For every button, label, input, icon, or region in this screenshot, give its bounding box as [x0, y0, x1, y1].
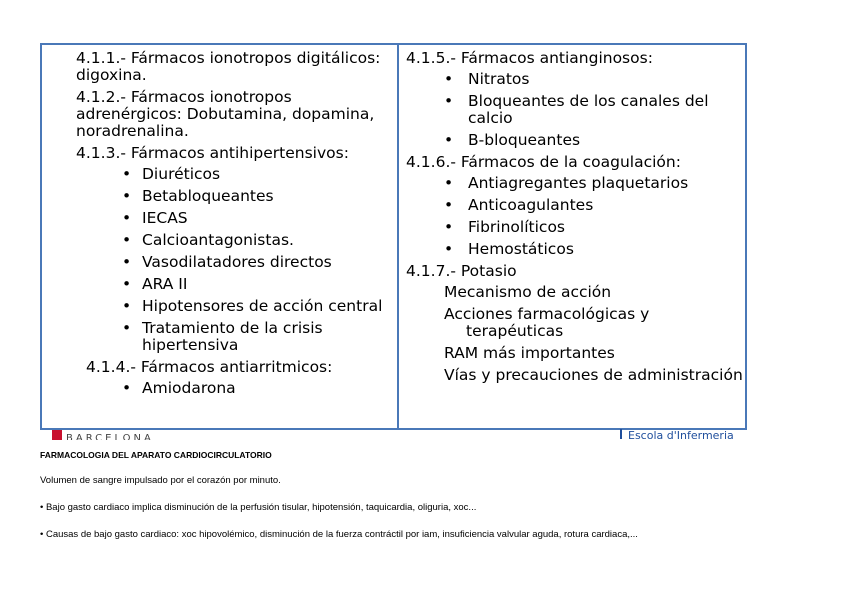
list-item: • Antiagregantes plaquetarios [444, 174, 689, 192]
list-item: Acciones farmacológicas y terapéuticas [444, 305, 650, 340]
list-item: Mecanismo de acción [444, 283, 612, 301]
bullet-icon: • [444, 70, 454, 88]
barcelona-logo: BARCELONA [52, 430, 172, 440]
escola-logo-icon [620, 429, 622, 439]
notes-paragraph: • Bajo gasto cardiaco implica disminución de la perfusión tisular, hipotensión, taquicardia, oliguria, xoc... [40, 502, 477, 513]
potasio-list [406, 284, 746, 384]
bullet-icon: • [444, 240, 454, 258]
bullet-icon: • [444, 196, 454, 214]
notes-title: FARMACOLOGIA DEL APARATO CARDIOCIRCULATORIO [40, 450, 272, 460]
antihipertensivos-list [76, 166, 396, 354]
notes-paragraph: Volumen de sangre impulsado por el corazón por minuto. [40, 475, 281, 486]
bullet-icon: • [444, 174, 454, 192]
university-logo-icon [52, 430, 62, 440]
list-item: Vías y precauciones de administración [444, 366, 743, 384]
heading-4-1-7: 4.1.7.- Potasio [406, 262, 517, 280]
heading-4-1-5: 4.1.5.- Fármacos antianginosos: [406, 49, 653, 67]
list-item: • ARA II [122, 275, 188, 293]
list-item: • Hemostáticos [444, 240, 574, 258]
right-column [406, 50, 746, 389]
heading-4-1-2: 4.1.2.- Fármacos ionotropos adrenérgicos: Dobutamina, dopamina, noradrenalina. [76, 88, 375, 140]
left-column [76, 50, 396, 402]
bullet-icon: • [444, 218, 454, 236]
bullet-icon: • [122, 187, 132, 205]
bullet-icon: • [122, 253, 132, 271]
bullet-icon: • [122, 209, 132, 227]
bullet-icon: • [122, 275, 132, 293]
list-item: • Nitratos [444, 70, 530, 88]
notes-paragraph: • Causas de bajo gasto cardiaco: xoc hipovolémico, disminución de la fuerza contráctil por iam, insuficiencia valvular aguda, rotura cardiaca,... [40, 529, 638, 540]
coagulacion-list [406, 175, 746, 258]
antiarritmicos-list [76, 380, 396, 397]
list-item: • Anticoagulantes [444, 196, 594, 214]
list-item: • Amiodarona [122, 379, 236, 397]
bullet-icon: • [122, 165, 132, 183]
slide-frame [40, 43, 747, 430]
bullet-icon: • [122, 297, 132, 315]
list-item: • Vasodilatadores directos [122, 253, 332, 271]
list-item: • Calcioantagonistas. [122, 231, 294, 249]
bullet-icon: • [122, 379, 132, 397]
heading-4-1-3: 4.1.3.- Fármacos antihipertensivos: [76, 144, 349, 162]
bullet-icon: • [444, 131, 454, 149]
heading-4-1-1: 4.1.1.- Fármacos ionotropos digitálicos: digoxina. [76, 49, 381, 84]
heading-4-1-6: 4.1.6.- Fármacos de la coagulación: [406, 153, 681, 171]
bullet-icon: • [122, 319, 132, 337]
list-item: • Fibrinolíticos [444, 218, 565, 236]
list-item: • Hipotensores de acción central [122, 297, 383, 315]
escola-logo: Escola d'Infermeria [620, 429, 760, 439]
heading-4-1-4: 4.1.4.- Fármacos antiarritmicos: [86, 358, 333, 376]
bullet-icon: • [122, 231, 132, 249]
list-item: • B-bloqueantes [444, 131, 581, 149]
list-item: • Diuréticos [122, 165, 221, 183]
antianginosos-list [406, 71, 746, 149]
list-item: • Bloqueantes de los canales del calcio [444, 92, 709, 127]
list-item: RAM más importantes [444, 344, 615, 362]
bullet-icon: • [444, 92, 454, 110]
list-item: • Tratamiento de la crisis hipertensiva [122, 319, 323, 354]
list-item: • IECAS [122, 209, 188, 227]
list-item: • Betabloqueantes [122, 187, 274, 205]
speaker-notes [40, 450, 820, 556]
column-divider [397, 43, 399, 430]
